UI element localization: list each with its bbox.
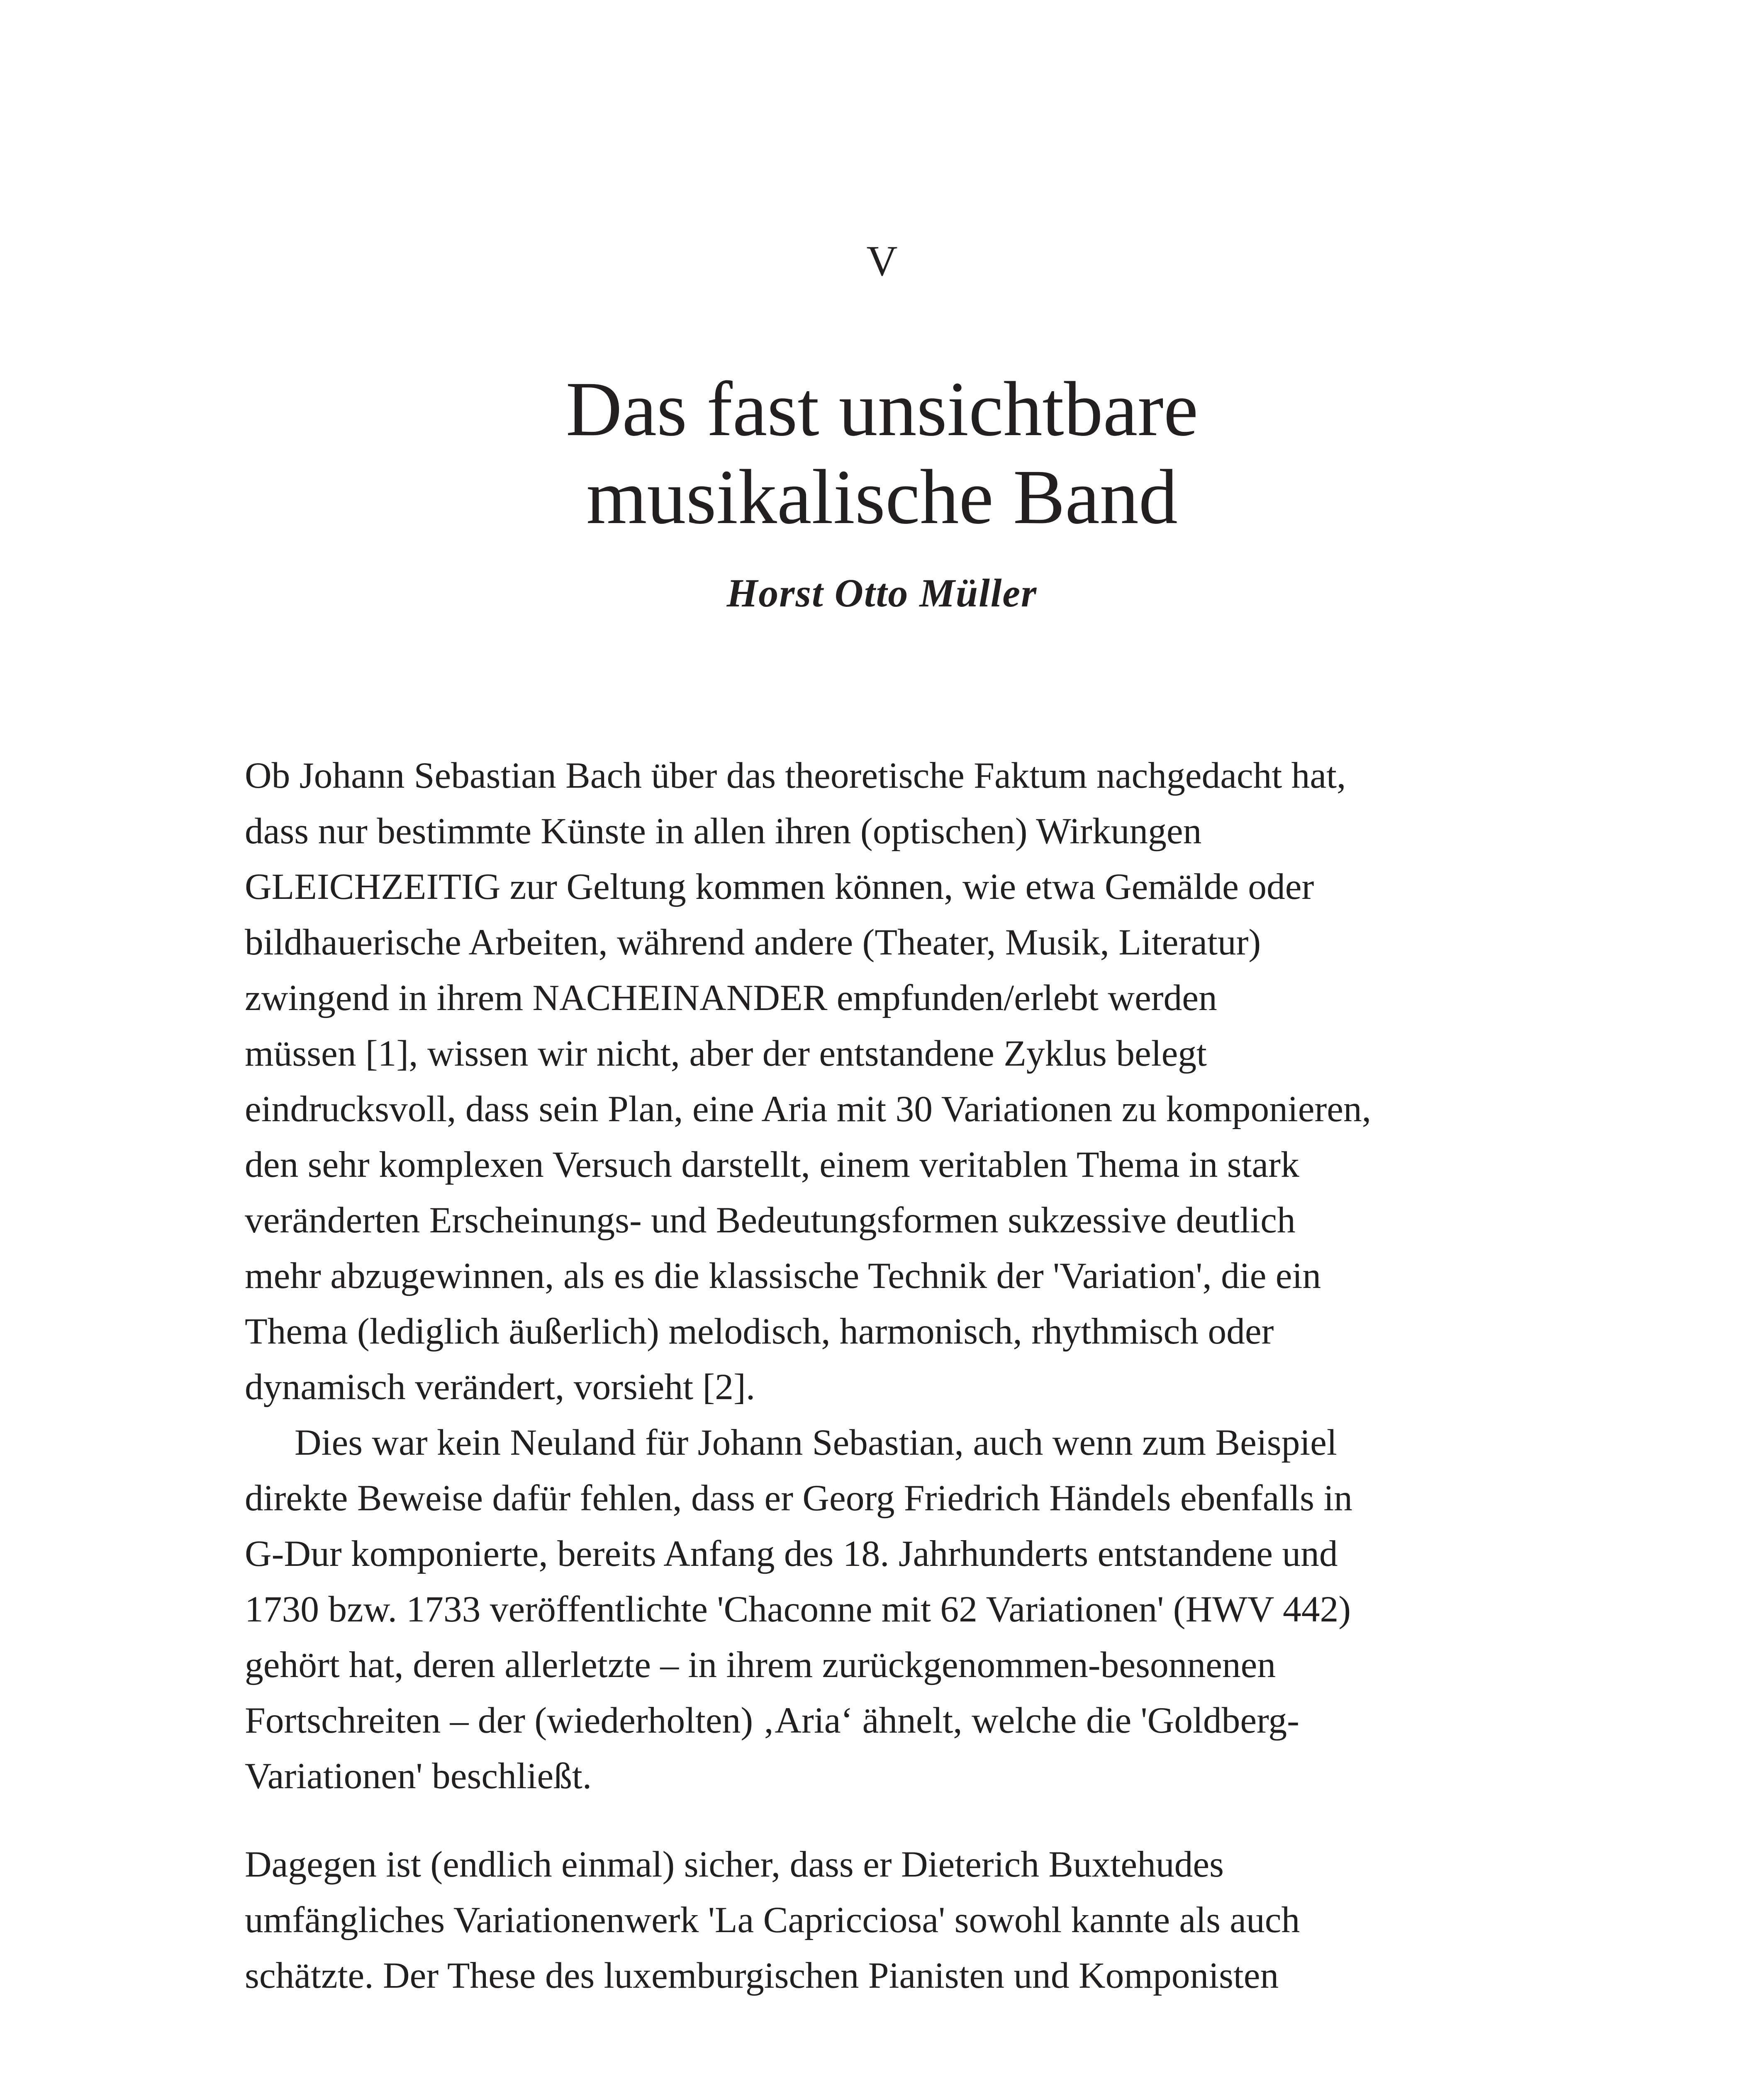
text-line: direkte Beweise dafür fehlen, dass er Georg Friedrich Händels ebenfalls in (245, 1478, 1352, 1519)
chapter-title-line: musikalische Band (586, 453, 1178, 540)
text-line: G-Dur komponierte, bereits Anfang des 18. Jahrhunderts entstandene und (245, 1533, 1338, 1574)
text-line: eindrucksvoll, dass sein Plan, eine Aria mit 30 Variationen zu komponieren, (245, 1088, 1372, 1130)
text-line: umfängliches Variationenwerk 'La Capricciosa' sowohl kannte als auch (245, 1899, 1300, 1940)
author-name: Horst Otto Müller (726, 571, 1038, 615)
text-line: bildhauerische Arbeiten, während andere (Theater, Musik, Literatur) (245, 922, 1261, 963)
text-line: gehört hat, deren allerletzte – in ihrem zurückgenommen-besonnenen (245, 1644, 1276, 1685)
text-line: Fortschreiten – der (wiederholten) ‚Aria‘ ähnelt, welche die 'Goldberg- (245, 1700, 1299, 1741)
text-line: dynamisch verändert, vorsieht [2]. (245, 1366, 755, 1407)
text-line: müssen [1], wissen wir nicht, aber der entstandene Zyklus belegt (245, 1033, 1207, 1074)
paragraph (245, 1837, 1552, 2003)
chapter-title (0, 365, 1764, 541)
text-line: 1730 bzw. 1733 veröffentlichte 'Chaconne mit 62 Variationen' (HWV 442) (245, 1589, 1351, 1630)
text-line: zwingend in ihrem NACHEINANDER empfunden/erlebt werden (245, 977, 1217, 1018)
text-line: schätzte. Der These des luxemburgischen Pianisten und Komponisten (245, 1955, 1279, 1996)
text-line: GLEICHZEITIG zur Geltung kommen können, wie etwa Gemälde oder (245, 866, 1314, 907)
text-line: dass nur bestimmte Künste in allen ihren (optischen) Wirkungen (245, 811, 1202, 852)
body-text-block (245, 748, 1552, 1804)
text-line: Thema (lediglich äußerlich) melodisch, harmonisch, rhythmisch oder (245, 1311, 1274, 1352)
chapter-title-line: Das fast unsichtbare (565, 365, 1199, 452)
text-line: Dagegen ist (endlich einmal) sicher, dass er Dieterich Buxtehudes (245, 1844, 1224, 1885)
paragraph (245, 1415, 1552, 1804)
text-line: veränderten Erscheinungs- und Bedeutungsformen sukzessive deutlich (245, 1200, 1296, 1241)
text-line: Ob Johann Sebastian Bach über das theoretische Faktum nachgedacht hat, (245, 755, 1346, 796)
chapter-number: V (866, 237, 898, 285)
body-text-block (245, 1837, 1552, 2003)
text-line: Variationen' beschließt. (245, 1755, 592, 1796)
text-line: Dies war kein Neuland für Johann Sebastian, auch wenn zum Beispiel (295, 1422, 1337, 1463)
text-line: den sehr komplexen Versuch darstellt, einem veritablen Thema in stark (245, 1144, 1299, 1185)
text-line: mehr abzugewinnen, als es die klassische Technik der 'Variation', die ein (245, 1255, 1321, 1296)
paragraph (245, 748, 1552, 1415)
